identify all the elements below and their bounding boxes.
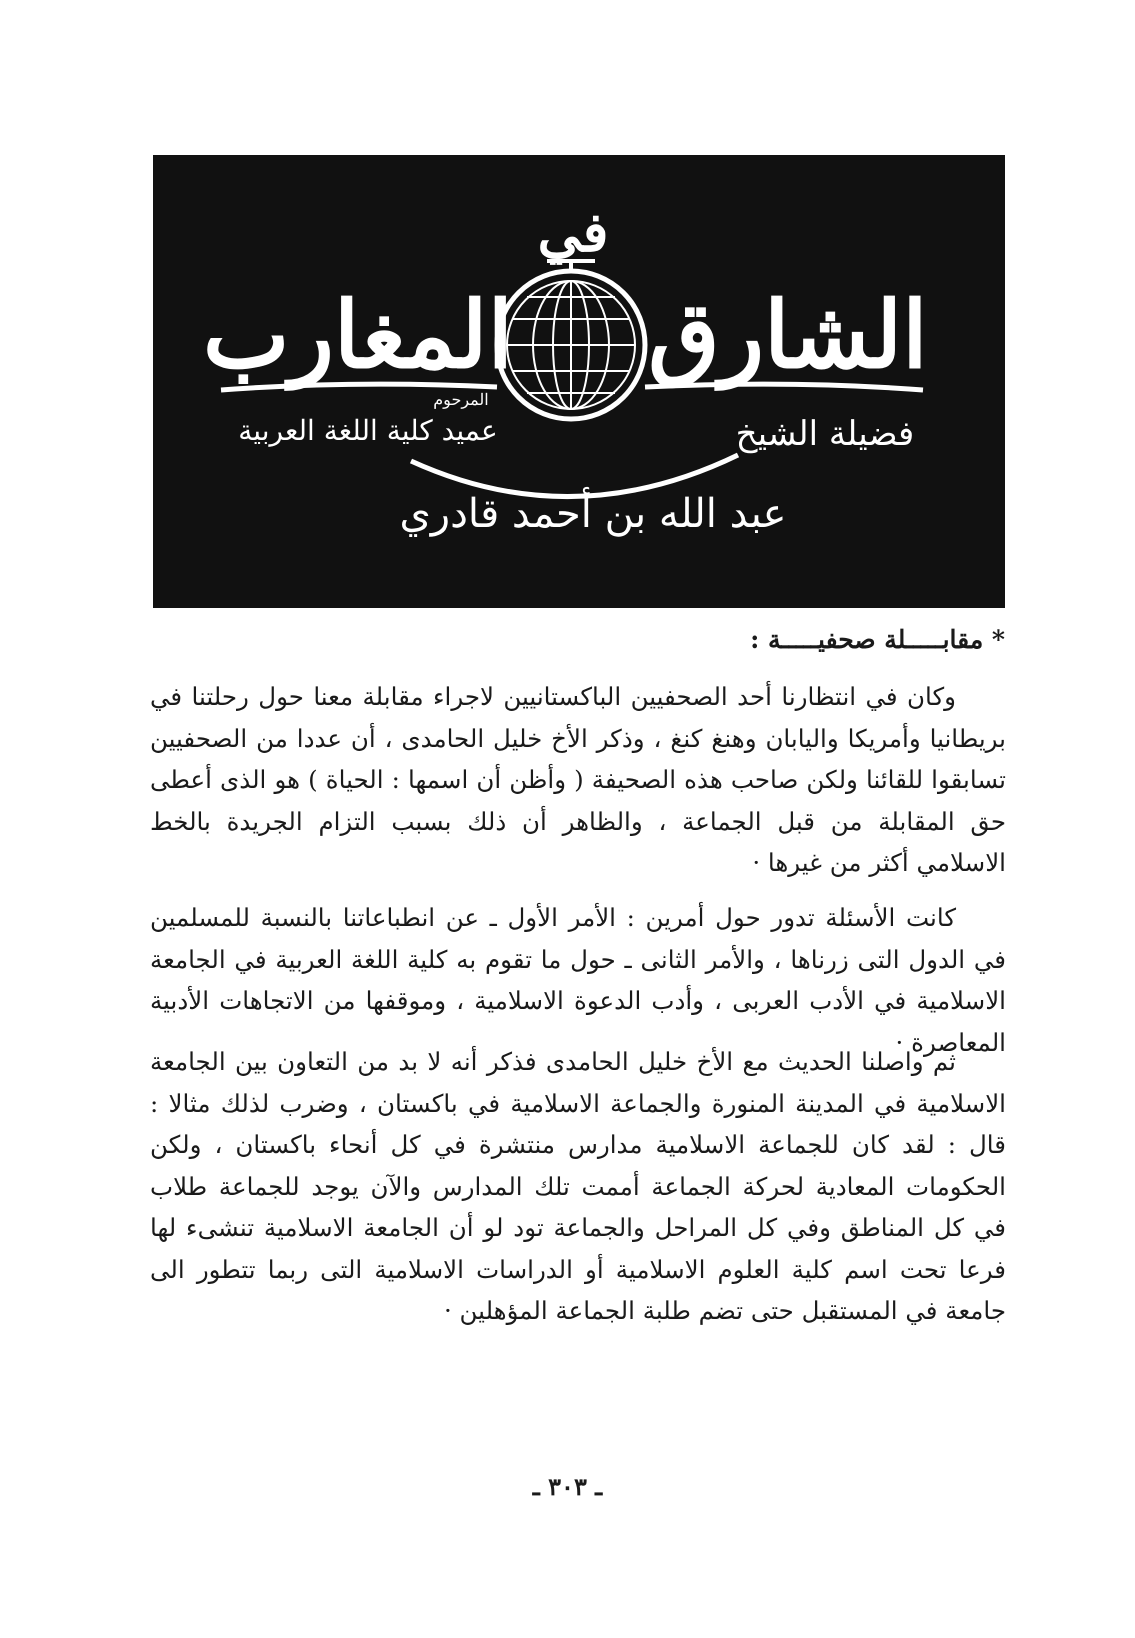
banner-subtitle-role: عميد كلية اللغة العربية (238, 414, 498, 447)
title-banner (153, 155, 1005, 608)
paragraph-1-text: وكان في انتظارنا أحد الصحفيين الباكستانيين لاجراء مقابلة معنا حول رحلتنا في بريطانيا وأمريكا واليابان وهنغ كنغ ، وذكر الأخ خليل الحامدى ، أن عددا من الصحفيين تسابقوا للقائنا ولكن صاحب هذه الصحيفة ( وأظن أن اسمها : الحياة ) هو الذى أعطى حق المقابلة من قبل الجماعة ، والظاهر أن ذلك بسبب التزام الجريدة بالخط الاسلامي أكثر من غيرها · (150, 682, 1006, 877)
banner-subtitle-name: عبد الله بن أحمد قادري (399, 491, 787, 537)
banner-title-right: الشارق (648, 281, 928, 389)
paragraph-1 (150, 676, 1006, 884)
banner-subtitle-small: المرحوم (433, 390, 489, 409)
paragraph-2-text: كانت الأسئلة تدور حول أمرين : الأمر الأول ـ عن انطباعاتنا بالنسبة للمسلمين في الدول التى زرناها ، والأمر الثانى ـ حول ما تقوم به كلية اللغة العربية في الجامعة الاسلامية في الأدب العربى ، وأدب الدعوة الاسلامية ، وموقفها من الاتجاهات الأدبية المعاصرة · (150, 903, 1006, 1057)
banner-title-left: المغارب (202, 281, 514, 389)
banner-artwork (153, 155, 1005, 608)
globe-icon (497, 261, 645, 419)
paragraph-3 (150, 1041, 1006, 1332)
banner-subtitle-honorific: فضيلة الشيخ (735, 414, 915, 454)
paragraph-2 (150, 897, 1006, 1063)
banner-title-mid: في (537, 200, 609, 264)
section-heading: * مقابـــــلة صحفيـــــة : (750, 625, 1005, 654)
paragraph-3-text: ثم واصلنا الحديث مع الأخ خليل الحامدى فذكر أنه لا بد من التعاون بين الجامعة الاسلامية في المدينة المنورة والجماعة الاسلامية في باكستان ، وضرب لذلك مثالا : قال : لقد كان للجماعة الاسلامية مدارس منتشرة في كل أنحاء باكستان ، ولكن الحكومات المعادية لحركة الجماعة أممت تلك المدارس والآن يوجد للجماعة طلاب في كل المناطق وفي كل المراحل والجماعة تود لو أن الجامعة الاسلامية تنشىء لها فرعا تحت اسم كلية العلوم الاسلامية أو الدراسات الاسلامية التى ربما تتطور الى جامعة في المستقبل حتى تضم طلبة الجماعة المؤهلين · (150, 1047, 1006, 1325)
page-number: ـ ٣٠٣ ـ (532, 1472, 603, 1501)
